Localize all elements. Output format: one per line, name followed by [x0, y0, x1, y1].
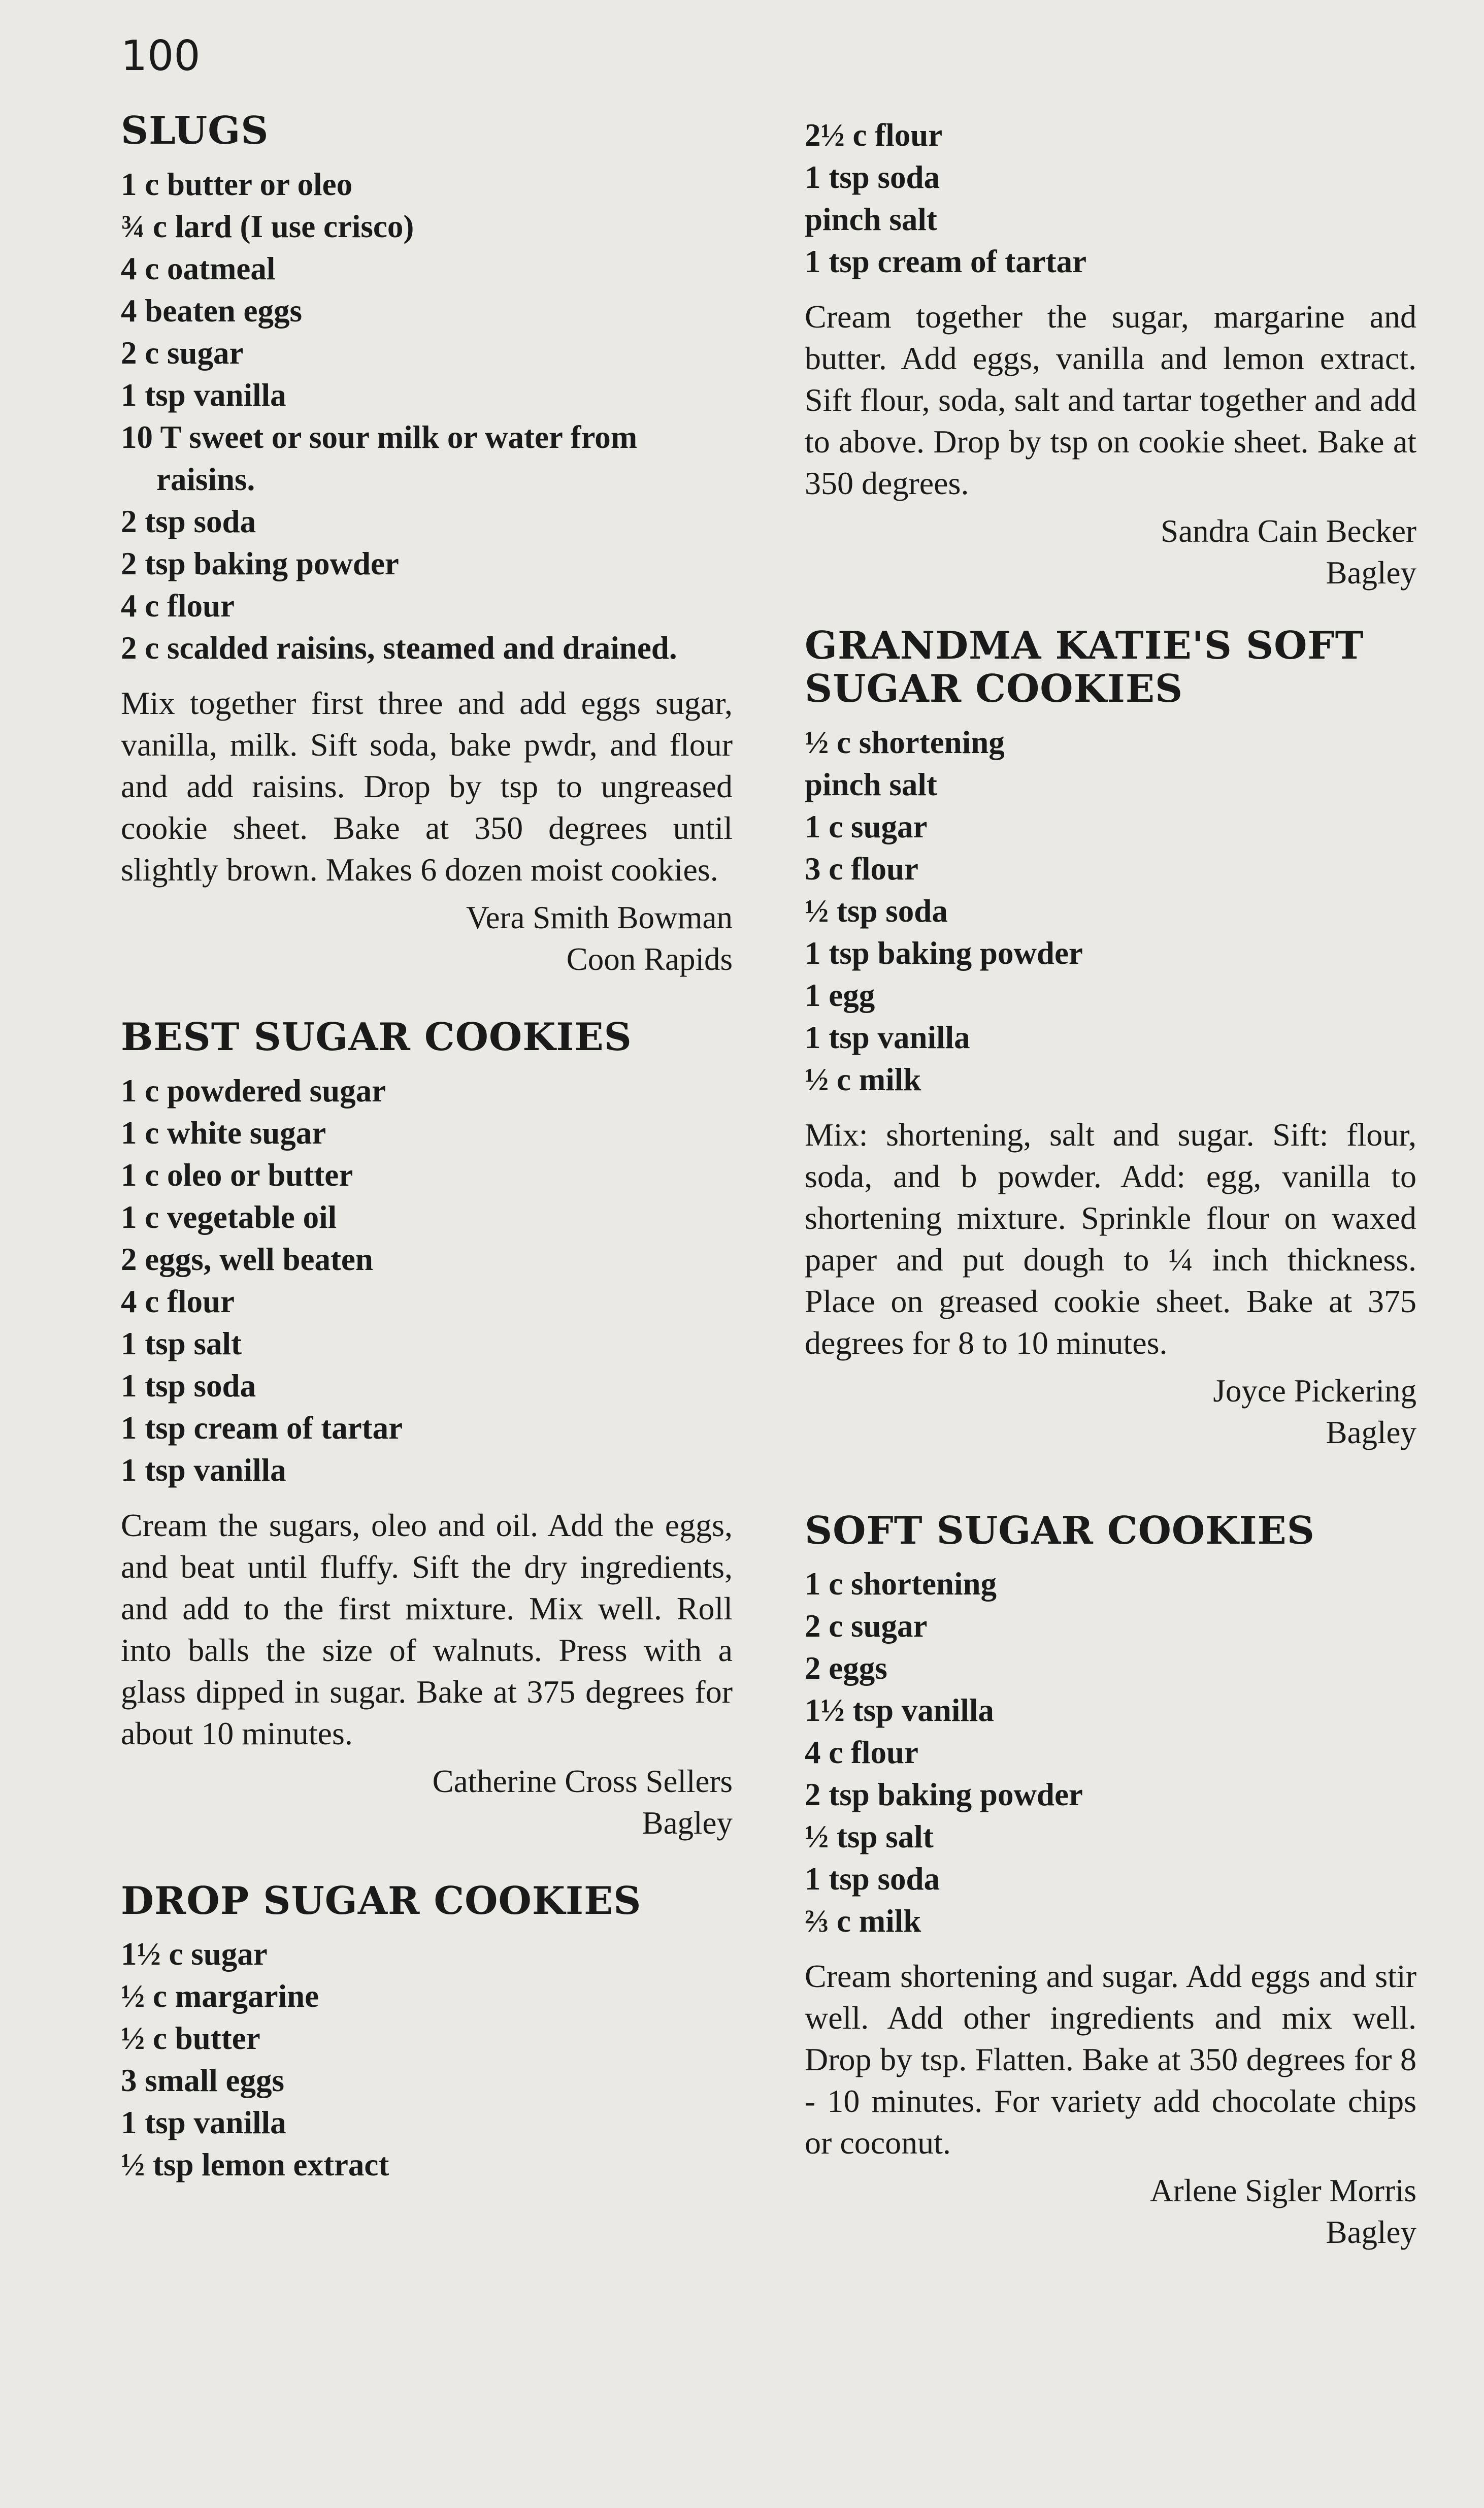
ingredient: 1 tsp vanilla: [121, 2105, 286, 2141]
ingredient: pinch salt: [805, 766, 937, 802]
page-number: 100: [121, 32, 201, 80]
ingredient: 1 tsp soda: [121, 1367, 256, 1404]
recipe-instructions: Cream shortening and sugar. Add eggs and stir well. Add other ingredients and mix well. Drop by tsp. Flatten. Bake at 350 degrees for 8 - 10 minutes. For variety add chocolate chips or coconut.: [805, 1958, 1416, 2161]
author-place: Bagley: [1326, 1414, 1416, 1450]
recipe-title: BEST SUGAR COOKIES: [121, 1014, 632, 1059]
ingredient: 2½ c flour: [805, 117, 943, 153]
ingredient: ½ c margarine: [121, 1978, 319, 2014]
ingredient: 1 c shortening: [805, 1566, 997, 1602]
recipe-author: [805, 510, 1416, 594]
ingredient: 1 c oleo or butter: [121, 1157, 353, 1193]
ingredient: 1½ c sugar: [121, 1936, 268, 1972]
ingredient: 4 c flour: [805, 1735, 918, 1771]
recipe-title: GRANDMA KATIE'S SOFT SUGAR COOKIES: [805, 623, 1364, 711]
ingredient-list: [805, 114, 1416, 283]
recipe-instructions: Mix: shortening, salt and sugar. Sift: flour, soda, and b powder. Add: egg, vanilla to shortening mixture. Sprinkle flour on waxed paper and put dough to ¼ inch thickness. Place on greased cookie sheet. Bake at 375 degrees for 8 to 10 minutes.: [805, 1116, 1416, 1361]
ingredient: 4 beaten eggs: [121, 292, 302, 329]
ingredient: 4 c flour: [121, 588, 235, 624]
recipe-instructions: Cream together the sugar, margarine and butter. Add eggs, vanilla and lemon extract. Sift flour, soda, salt and tartar together and add to above. Drop by tsp on cookie sheet. Bake at 350 degrees.: [805, 299, 1416, 501]
recipe-instructions: Cream the sugars, oleo and oil. Add the eggs, and beat until fluffy. Sift the dry ingredients, and add to the first mixture. Mix well. Roll into balls the size of walnuts. Press with a glass dipped in sugar. Bake at 375 degrees for about 10 minutes.: [121, 1507, 733, 1751]
ingredient-list: [121, 1070, 733, 1491]
ingredient-list: [805, 722, 1416, 1101]
recipe-author: [805, 1370, 1416, 1453]
ingredient: ½ c butter: [121, 2021, 260, 2057]
author-name: Sandra Cain Becker: [1161, 513, 1416, 549]
author-place: Bagley: [1326, 2214, 1416, 2251]
ingredient: 1 tsp cream of tartar: [121, 1410, 403, 1446]
ingredient: 1 c butter or oleo: [121, 166, 353, 202]
ingredient: 4 c oatmeal: [121, 250, 276, 286]
ingredient: 2 tsp soda: [121, 503, 256, 539]
recipe-drop-sugar-cookies-continued: [805, 114, 1416, 594]
recipe-author: [805, 2170, 1416, 2253]
ingredient: 1 c sugar: [805, 808, 928, 844]
ingredient: 1 c white sugar: [121, 1115, 326, 1151]
ingredient: 1 egg: [805, 977, 875, 1013]
ingredient: 2 tsp baking powder: [121, 545, 399, 581]
recipe-soft-sugar-cookies: [805, 1509, 1416, 2254]
recipe-slugs: [121, 109, 733, 980]
ingredient: ½ tsp soda: [805, 893, 948, 929]
ingredient: 1½ tsp vanilla: [805, 1692, 994, 1729]
ingredient: 2 eggs, well beaten: [121, 1241, 373, 1277]
ingredient: 3 small eggs: [121, 2063, 284, 2099]
ingredient: 1 tsp cream of tartar: [805, 244, 1087, 279]
ingredient: 2 tsp baking powder: [805, 1777, 1083, 1813]
ingredient: pinch salt: [805, 202, 937, 237]
ingredient: 3 c flour: [805, 851, 918, 887]
ingredient: 1 tsp soda: [805, 1861, 940, 1897]
author-name: Vera Smith Bowman: [466, 899, 733, 935]
ingredient-list: [121, 164, 733, 669]
ingredient-list: [805, 1563, 1416, 1942]
recipe-best-sugar-cookies: [121, 1016, 733, 1844]
recipe-title: DROP SUGAR COOKIES: [121, 1878, 642, 1923]
ingredient: 1 tsp baking powder: [805, 935, 1083, 971]
ingredient-list: [121, 1933, 733, 2186]
ingredient: 1 tsp vanilla: [121, 1452, 286, 1488]
ingredient: ½ tsp salt: [805, 1819, 934, 1855]
ingredient: ⅔ c milk: [805, 1903, 921, 1939]
author-name: Catherine Cross Sellers: [432, 1763, 733, 1799]
author-name: Arlene Sigler Morris: [1150, 2173, 1416, 2209]
ingredient: 4 c flour: [121, 1283, 235, 1319]
ingredient: 1 tsp soda: [805, 159, 940, 195]
recipe-author: [121, 1761, 733, 1844]
ingredient: ½ c shortening: [805, 724, 1005, 760]
right-column: [805, 114, 1416, 2298]
ingredient: 10 T sweet or sour milk or water from raisins.: [121, 419, 638, 497]
ingredient: 2 eggs: [805, 1650, 887, 1686]
recipe-grandma-katies-soft-sugar-cookies: [805, 624, 1416, 1453]
author-name: Joyce Pickering: [1213, 1373, 1416, 1409]
ingredient: 2 c scalded raisins, steamed and drained.: [121, 630, 677, 666]
ingredient: 1 c powdered sugar: [121, 1072, 386, 1109]
ingredient: ½ c milk: [805, 1061, 921, 1097]
author-place: Bagley: [642, 1805, 733, 1841]
recipe-drop-sugar-cookies: [121, 1879, 733, 2187]
recipe-author: [121, 897, 733, 980]
ingredient: ½ tsp lemon extract: [121, 2147, 389, 2183]
recipe-instructions: Mix together first three and add eggs sugar, vanilla, milk. Sift soda, bake pwdr, and flour and add raisins. Drop by tsp to ungreased cookie sheet. Bake at 350 degrees until slightly brown. Makes 6 dozen moist cookies.: [121, 685, 733, 888]
author-place: Coon Rapids: [566, 941, 733, 977]
ingredient: 2 c sugar: [805, 1608, 928, 1644]
ingredient: 1 tsp vanilla: [805, 1019, 970, 1055]
ingredient: 1 tsp vanilla: [121, 377, 286, 413]
ingredient: 1 c vegetable oil: [121, 1199, 337, 1235]
recipe-title: SLUGS: [121, 108, 269, 153]
author-place: Bagley: [1326, 555, 1416, 591]
ingredient: 2 c sugar: [121, 335, 244, 371]
ingredient: ¾ c lard (I use crisco): [121, 208, 414, 244]
left-column: [121, 109, 733, 2231]
recipe-title: SOFT SUGAR COOKIES: [805, 1508, 1315, 1553]
ingredient: 1 tsp salt: [121, 1325, 242, 1361]
